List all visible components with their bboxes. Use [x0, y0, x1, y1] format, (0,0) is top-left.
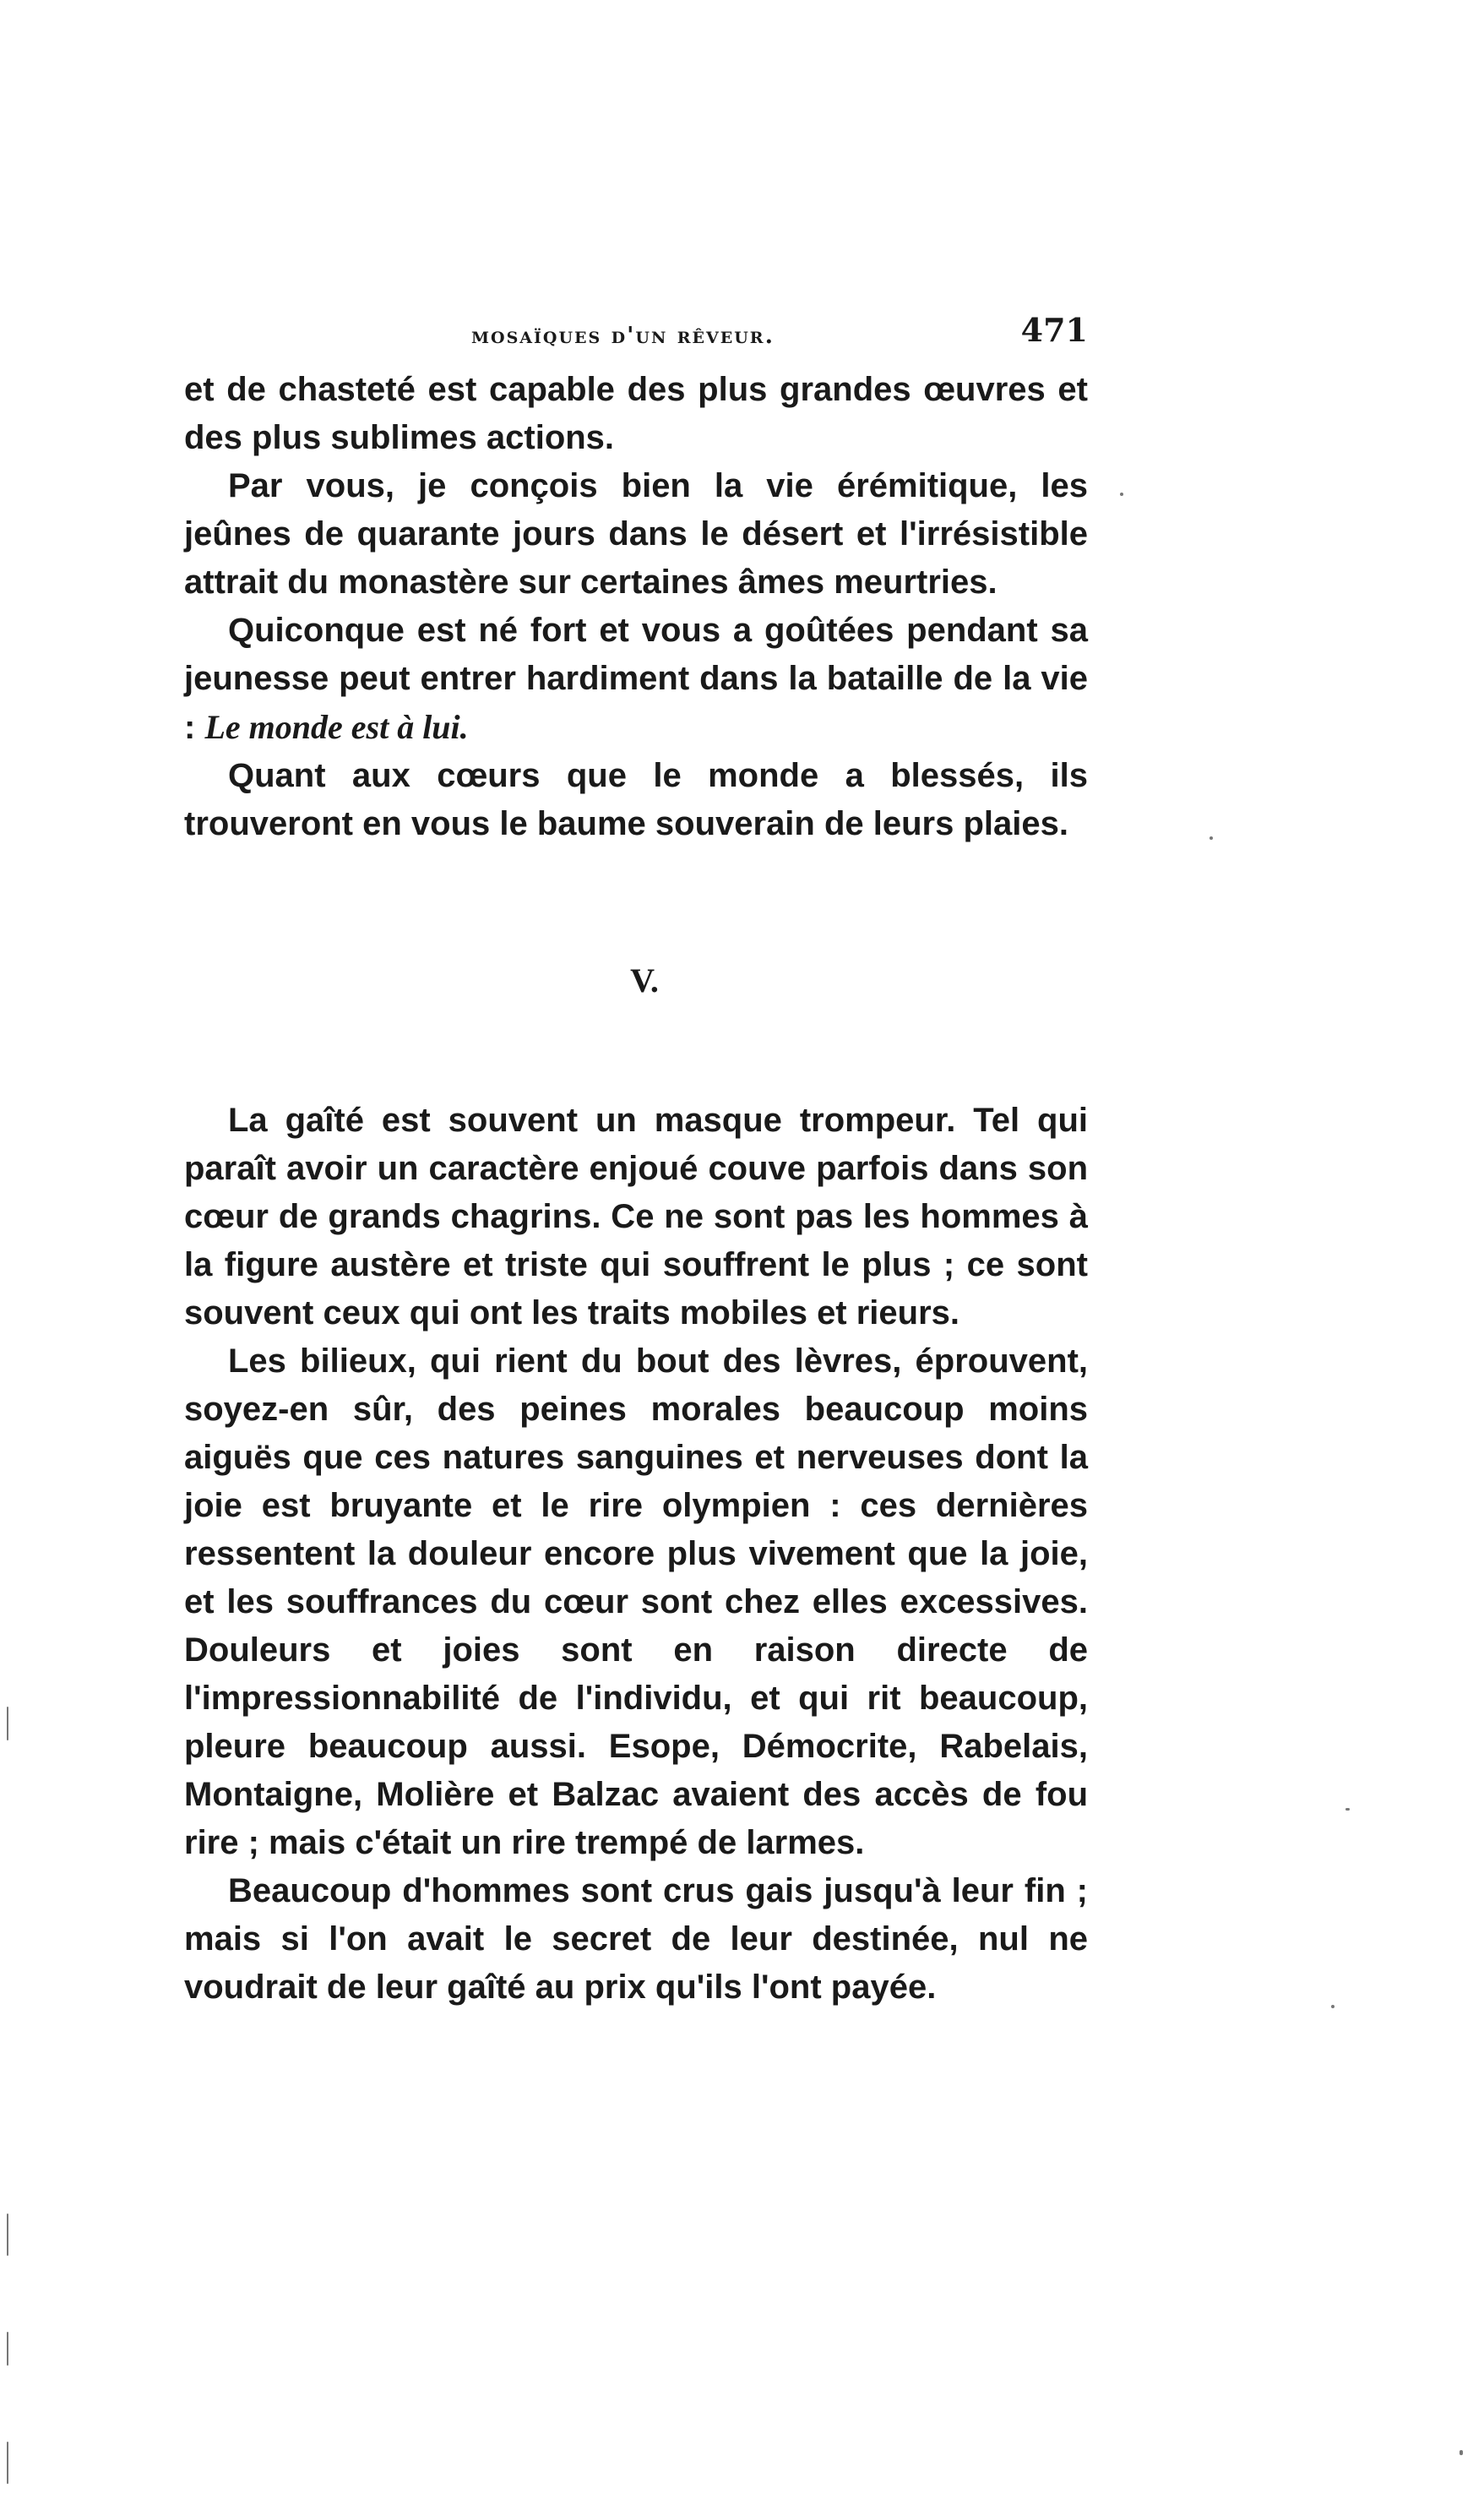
page-number: 471	[1020, 311, 1088, 349]
paragraph	[184, 607, 1088, 752]
scan-edge-mark	[7, 2332, 8, 2366]
scan-edge-mark	[7, 2214, 8, 2256]
running-title: mosaïques d'un rêveur.	[471, 323, 775, 349]
paragraph: Beaucoup d'hommes sont crus gais jusqu'à leur fin ; mais si l'on avait le secret de leur destinée, nul ne voudrait de leur gaîté au prix qu'ils l'ont payée.	[184, 1872, 1088, 2006]
scan-speck	[1209, 836, 1213, 840]
section-two-text	[184, 1097, 1088, 2012]
scan-edge-mark	[7, 2442, 8, 2484]
paragraph: Les bilieux, qui rient du bout des lèvres, éprouvent, soyez-en sûr, des peines morales beaucoup moins aiguës que ces natures sanguines et nerveuses dont la joie est bruyante et le rire olympien : ces dernières ressentent la douleur encore plus vivement que la joie, et les souffrances du cœur sont chez elles excessives. Douleurs et joies sont en raison directe de l'impressionnabilité de l'individu, et qui rit beaucoup, pleure beaucoup aussi. Esope, Démocrite, Rabelais, Montaigne, Molière et Balzac avaient des accès de fou rire ; mais c'était un rire trempé de larmes.	[184, 1342, 1088, 1861]
scan-speck	[1331, 2005, 1335, 2008]
section-heading: V.	[630, 961, 659, 999]
paragraph: Par vous, je conçois bien la vie érémitique, les jeûnes de quarante jours dans le désert et l'irrésistible attrait du monastère sur certaines âmes meurtries.	[184, 467, 1088, 601]
scan-speck	[1120, 493, 1123, 496]
scan-edge-mark	[7, 1707, 8, 1740]
paragraph: Quant aux cœurs que le monde a blessés, ils trouveront en vous le baume souverain de leurs plaies.	[184, 757, 1088, 842]
paragraph-text: Quiconque est né fort et vous a goûtées pendant sa jeunesse peut entrer hardiment dans la bataille de la vie :	[184, 612, 1088, 746]
section-one-text	[184, 366, 1088, 848]
scan-speck	[1460, 2450, 1463, 2455]
paragraph: et de chasteté est capable des plus grandes œuvres et des plus sublimes actions.	[184, 371, 1088, 456]
running-head	[184, 311, 1088, 362]
paragraph: La gaîté est souvent un masque trompeur. Tel qui paraît avoir un caractère enjoué couve parfois dans son cœur de grands chagrins. Ce ne sont pas les hommes à la figure austère et triste qui souffrent le plus ; ce sont souvent ceux qui ont les traits mobiles et rieurs.	[184, 1102, 1088, 1332]
scan-speck	[1345, 1808, 1350, 1811]
italic-quote: Le monde est à lui.	[204, 708, 469, 746]
